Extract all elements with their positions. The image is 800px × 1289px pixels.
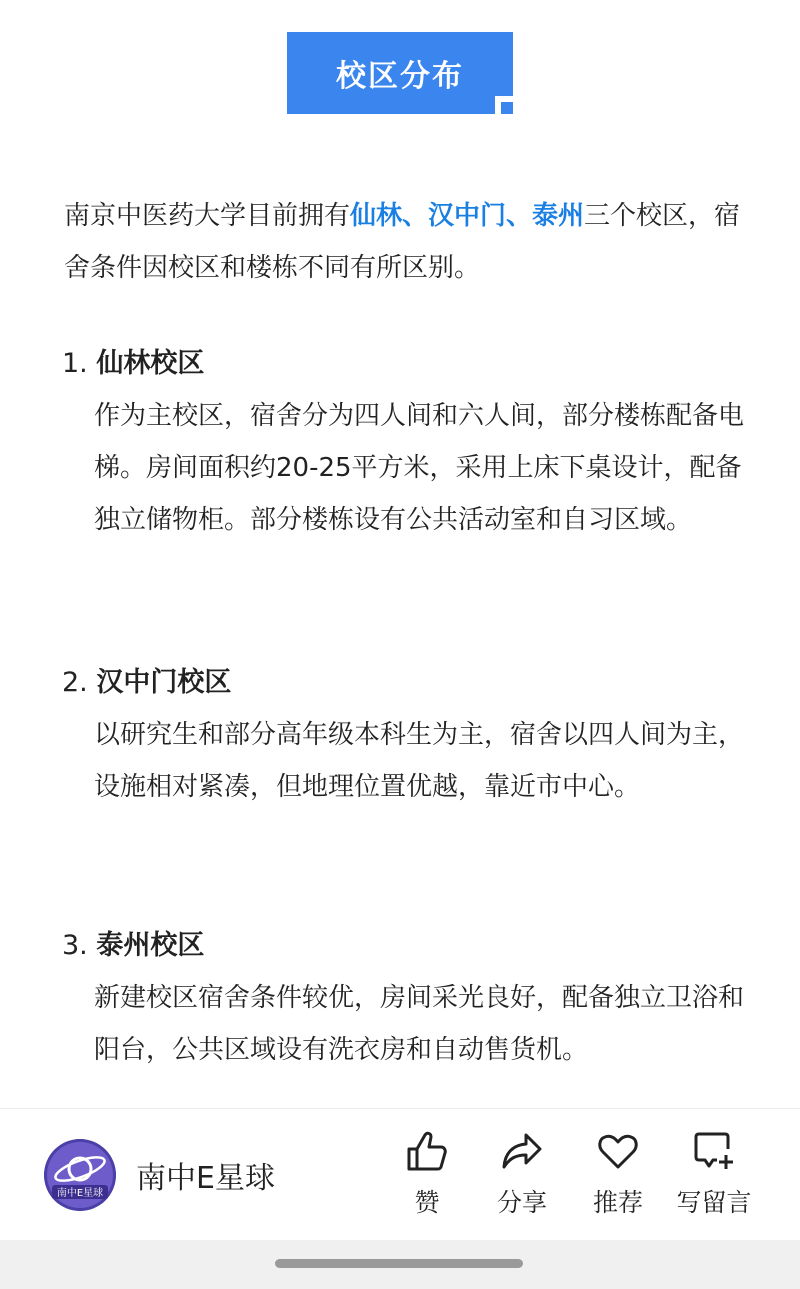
campus-section-hanzhongmen: [62, 657, 752, 813]
intro-after: 三个校区，宿舍条件因校区和楼栋不同有所区别。: [64, 201, 741, 283]
account-name[interactable]: 南中E星球: [136, 1161, 275, 1196]
section-heading: [62, 920, 752, 972]
section-name: 仙林校区: [96, 348, 205, 379]
heart-icon: [596, 1129, 640, 1173]
intro-before: 南京中医药大学目前拥有: [64, 201, 351, 231]
section-name: 泰州校区: [96, 930, 205, 961]
section-heading: [62, 657, 752, 709]
section-name: 汉中门校区: [96, 667, 232, 698]
share-arrow-icon: [500, 1129, 544, 1173]
write-comment-button[interactable]: [674, 1129, 754, 1219]
system-navigation-bar: [0, 1240, 800, 1289]
section-number: 2.: [62, 667, 88, 698]
recommend-label: 推荐: [592, 1188, 643, 1217]
article-footer-bar: [0, 1108, 800, 1241]
intro-highlight: 仙林、汉中门、泰州: [350, 201, 585, 231]
section-number: 1.: [62, 348, 88, 379]
section-title-badge: [287, 32, 513, 114]
planet-logo-icon: [44, 1139, 116, 1211]
section-body: 新建校区宿舍条件较优，房间采光良好，配备独立卫浴和阳台，公共区域设有洗衣房和自动售货机。: [94, 983, 745, 1065]
share-button[interactable]: [482, 1129, 562, 1219]
intro-paragraph: [64, 190, 744, 294]
svg-text:南中E星球: 南中E星球: [56, 1188, 104, 1199]
campus-section-xianlin: [62, 338, 752, 546]
section-body: 以研究生和部分高年级本科生为主，宿舍以四人间为主，设施相对紧凑，但地理位置优越，靠近市中心。: [94, 720, 745, 802]
comment-add-icon: [692, 1129, 736, 1173]
recommend-button[interactable]: [578, 1129, 658, 1219]
account-avatar[interactable]: [44, 1139, 116, 1211]
thumbs-up-icon: [405, 1129, 449, 1173]
section-body: 作为主校区，宿舍分为四人间和六人间，部分楼栋配备电梯。房间面积约20-25平方米，采用上床下桌设计，配备独立储物柜。部分楼栋设有公共活动室和自习区域。: [94, 401, 745, 535]
section-title: 校区分布: [336, 59, 464, 94]
like-label: 赞: [414, 1188, 440, 1217]
share-label: 分享: [496, 1188, 547, 1217]
home-indicator[interactable]: [275, 1259, 523, 1268]
title-corner-decoration: [495, 96, 513, 114]
campus-section-taizhou: [62, 920, 752, 1076]
comment-label: 写留言: [676, 1188, 752, 1217]
section-number: 3.: [62, 930, 88, 961]
section-heading: [62, 338, 752, 390]
like-button[interactable]: [387, 1129, 467, 1219]
